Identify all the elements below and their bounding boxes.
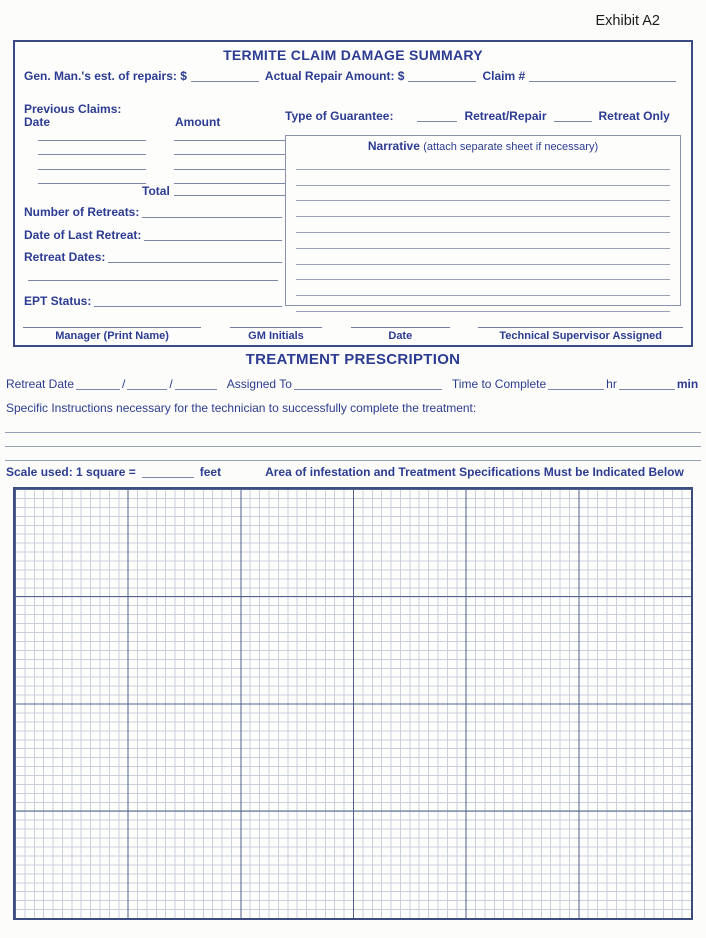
gm-initials-field[interactable] <box>230 327 322 342</box>
retreat-repair-option-label: Retreat/Repair <box>464 109 547 123</box>
retreat-dates-row <box>24 250 282 264</box>
number-of-retreats-row <box>24 205 282 219</box>
date-signature-field[interactable] <box>351 327 450 342</box>
signature-row <box>23 327 683 342</box>
treatment-specification-grid[interactable] <box>13 487 693 920</box>
summary-title: TERMITE CLAIM DAMAGE SUMMARY <box>223 47 483 63</box>
date-separator: / <box>122 377 126 391</box>
scale-label: Scale used: 1 square = <box>6 465 136 479</box>
claim-summary-box <box>13 40 693 347</box>
retreat-dates-continuation-field[interactable] <box>28 272 278 281</box>
narrative-line[interactable] <box>296 217 670 233</box>
narrative-line[interactable] <box>296 265 670 281</box>
date-column-header: Date <box>24 115 51 129</box>
technical-supervisor-label: Technical Supervisor Assigned <box>478 327 683 342</box>
narrative-line[interactable] <box>296 296 670 312</box>
claim-amount-field[interactable] <box>174 129 286 141</box>
instructions-line[interactable] <box>5 419 701 433</box>
amount-column-header: Amount <box>175 115 221 129</box>
total-field[interactable] <box>174 184 286 196</box>
narrative-line[interactable] <box>296 170 670 186</box>
claim-number-field[interactable] <box>529 70 676 82</box>
minutes-field[interactable] <box>619 378 675 390</box>
instructions-lines <box>5 419 701 461</box>
summary-amounts-row <box>24 69 682 83</box>
narrative-header <box>296 139 670 153</box>
gm-initials-label: GM Initials <box>230 327 322 342</box>
claim-amount-field[interactable] <box>174 158 286 170</box>
ept-status-label: EPT Status: <box>24 294 92 308</box>
number-of-retreats-label: Number of Retreats: <box>24 205 140 219</box>
hr-label: hr <box>606 377 617 391</box>
actual-repair-field[interactable] <box>408 70 476 82</box>
assigned-to-label: Assigned To <box>226 377 292 391</box>
claim-date-field[interactable] <box>38 143 146 155</box>
min-label: min <box>676 377 699 391</box>
narrative-line[interactable] <box>296 249 670 265</box>
narrative-line[interactable] <box>296 186 670 202</box>
specific-instructions-label: Specific Instructions necessary for the technician to successfully complete the treatment: <box>6 401 477 415</box>
claim-date-field[interactable] <box>38 129 146 141</box>
narrative-line[interactable] <box>296 233 670 249</box>
scale-row <box>6 465 700 479</box>
area-note-label: Area of infestation and Treatment Specifications Must be Indicated Below <box>265 465 684 479</box>
retreat-dates-field[interactable] <box>108 251 282 263</box>
type-of-guarantee-label: Type of Guarantee: <box>285 109 394 123</box>
narrative-line[interactable] <box>296 280 670 296</box>
est-repairs-field[interactable] <box>191 70 259 82</box>
actual-repair-label: Actual Repair Amount: $ <box>264 69 405 83</box>
assigned-to-field[interactable] <box>294 378 442 390</box>
date-of-last-retreat-label: Date of Last Retreat: <box>24 228 142 242</box>
retreat-day-field[interactable] <box>127 378 167 390</box>
exhibit-label: Exhibit A2 <box>595 13 660 29</box>
narrative-box <box>285 135 681 306</box>
claim-date-field[interactable] <box>38 158 146 170</box>
claim-row <box>24 155 282 170</box>
retreat-date-label: Retreat Date <box>6 377 75 391</box>
narrative-title: Narrative <box>367 139 420 153</box>
manager-signature-label: Manager (Print Name) <box>23 327 201 342</box>
date-of-last-retreat-field[interactable] <box>144 229 282 241</box>
instructions-line[interactable] <box>5 433 701 447</box>
manager-signature-field[interactable] <box>23 327 201 342</box>
instructions-line[interactable] <box>5 447 701 461</box>
type-of-guarantee-row <box>285 109 683 123</box>
feet-label: feet <box>199 465 222 479</box>
date-separator: / <box>169 377 173 391</box>
claim-row <box>24 170 282 185</box>
retreat-only-option-label: Retreat Only <box>598 109 670 123</box>
claim-date-field[interactable] <box>38 172 146 184</box>
ept-status-field[interactable] <box>94 295 282 307</box>
date-of-last-retreat-row <box>24 228 282 242</box>
retreat-month-field[interactable] <box>76 378 120 390</box>
total-label: Total <box>142 184 170 198</box>
time-to-complete-label: Time to Complete <box>451 377 547 391</box>
retreat-only-checkbox-field[interactable] <box>554 110 592 122</box>
claim-amount-field[interactable] <box>174 143 286 155</box>
previous-claims-label: Previous Claims: <box>24 102 122 116</box>
claim-amount-field[interactable] <box>174 172 286 184</box>
ept-status-row <box>24 294 282 308</box>
previous-claims-rows <box>24 126 282 184</box>
claim-row <box>24 141 282 156</box>
scale-feet-field[interactable] <box>142 466 194 478</box>
narrative-line[interactable] <box>296 154 670 170</box>
claim-row <box>24 126 282 141</box>
narrative-line[interactable] <box>296 201 670 217</box>
narrative-note: (attach separate sheet if necessary) <box>423 141 599 153</box>
hours-field[interactable] <box>548 378 604 390</box>
retreat-dates-label: Retreat Dates: <box>24 250 106 264</box>
retreat-year-field[interactable] <box>175 378 217 390</box>
date-signature-label: Date <box>351 327 450 342</box>
prescription-title: TREATMENT PRESCRIPTION <box>245 351 461 368</box>
est-repairs-label: Gen. Man.'s est. of repairs: $ <box>24 69 187 83</box>
technical-supervisor-field[interactable] <box>478 327 683 342</box>
claim-number-label: Claim # <box>482 69 526 83</box>
retreat-repair-checkbox-field[interactable] <box>417 110 457 122</box>
retreat-date-row <box>6 377 701 391</box>
number-of-retreats-field[interactable] <box>142 206 282 218</box>
